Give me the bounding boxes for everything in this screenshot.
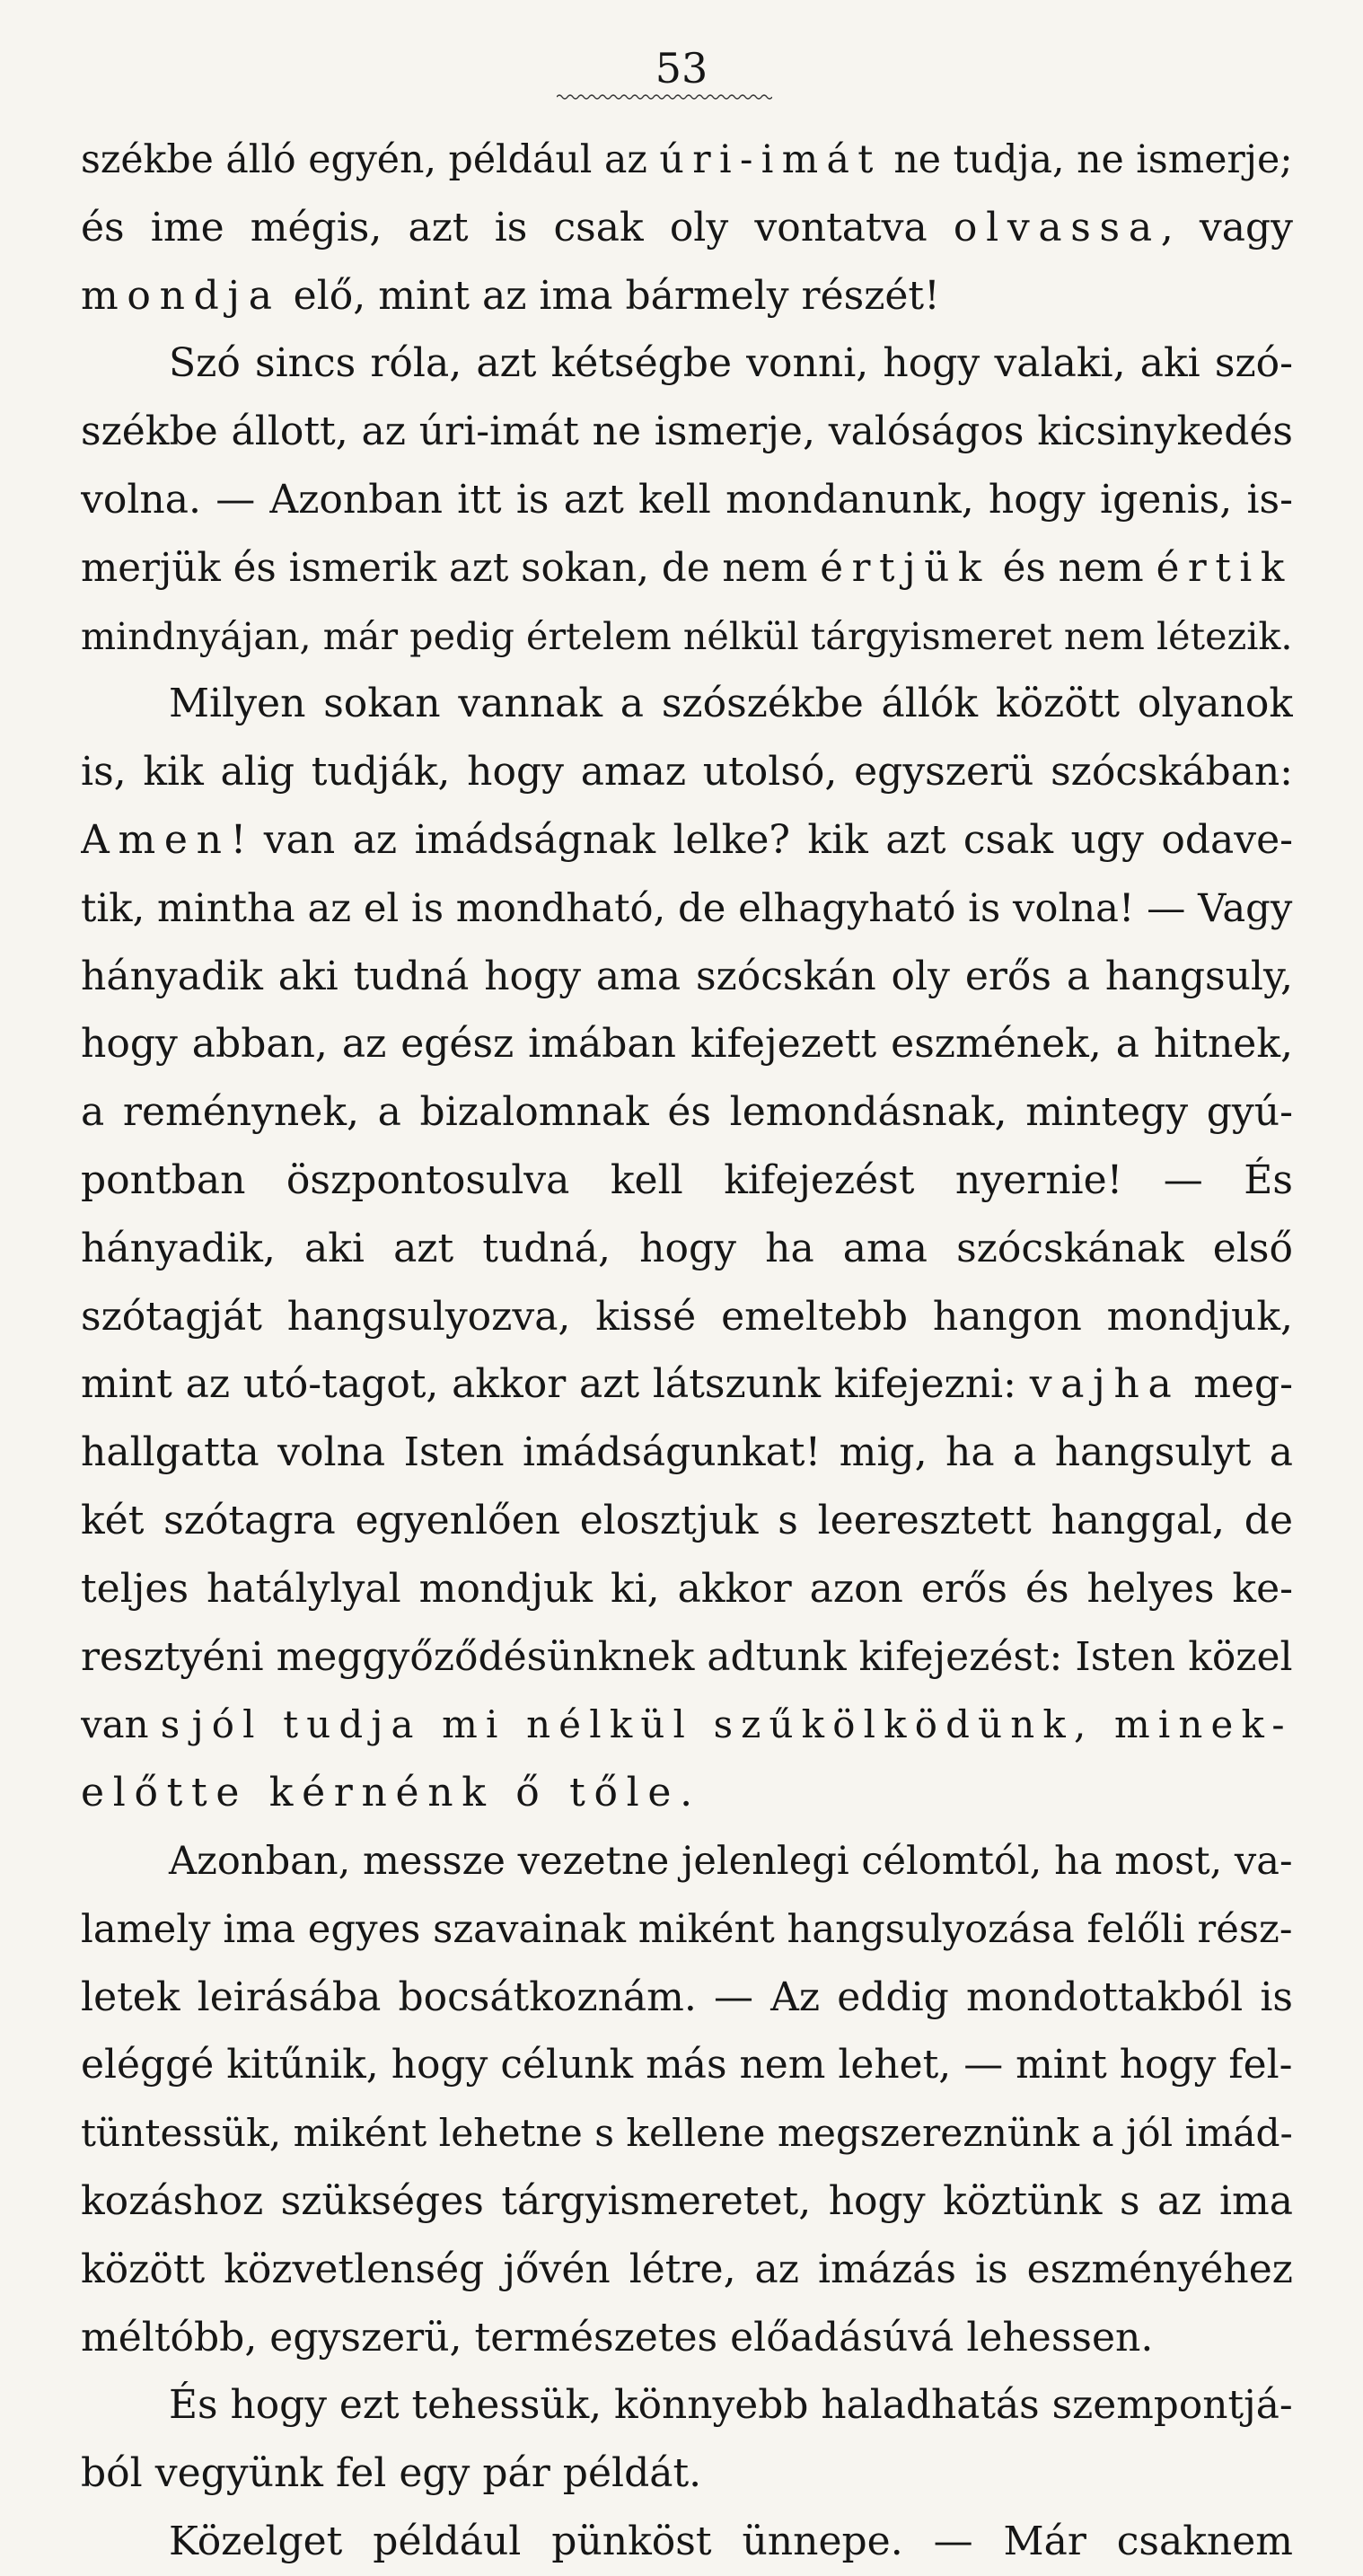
text-line [81, 1078, 1293, 1147]
text-line [81, 738, 1293, 806]
text-line [81, 1487, 1293, 1555]
text-run: mindnyájan, már pedig értelem nélkül tárgyismeret nem létezik. [81, 614, 1293, 658]
text-line [81, 534, 1293, 602]
text-run: székbe állott, az úri-imát ne ismerje, valóságos kicsinykedés [81, 409, 1293, 455]
text-run: ból vegyünk fel egy pár példát. [81, 2450, 702, 2497]
spaced-emphasis-text: úri-imát [659, 137, 882, 182]
text-line [81, 1215, 1293, 1283]
spaced-emphasis-text: értjük [820, 545, 990, 591]
text-run: Szó sincs róla, azt kétségbe vonni, hogy valaki, aki szó- [169, 340, 1293, 387]
text-run: merjük és ismerik azt sokan, de nem [81, 545, 821, 591]
text-run: Azonban, messze vezetne jelenlegi célomtól, ha most, va- [169, 1838, 1293, 1884]
spaced-emphasis-text: vajha [1029, 1361, 1181, 1408]
spaced-emphasis-text: előtte kérnénk ő tőle [81, 1770, 681, 1816]
text-line [81, 2304, 1293, 2372]
text-line [81, 1895, 1293, 1964]
spaced-emphasis-text: mondja [81, 272, 281, 319]
spaced-emphasis-text: olvassa [953, 204, 1161, 251]
text-run: hányadik aki tudná hogy ama szócskán oly erős a hangsuly, [81, 953, 1293, 999]
text-line [81, 2371, 1293, 2440]
text-line [81, 1350, 1293, 1419]
spaced-emphasis-text: jól tudja mi nélkül szűkölködünk, minek- [191, 1702, 1293, 1747]
text-run: letek leirásába bocsátkoznám. — Az eddig mondottakból is [81, 1974, 1293, 2020]
text-line [81, 194, 1293, 262]
text-run: lamely ima egyes szavainak miként hangsulyozása felőli rész- [81, 1906, 1293, 1952]
text-line [81, 1827, 1293, 1895]
text-run: És hogy ezt tehessük, könnyebb haladhatás szempontjá- [169, 2382, 1293, 2429]
text-run: hallgatta volna Isten imádságunkat! mig, ha a hangsulyt a [81, 1429, 1293, 1476]
text-run: resztyéni meggyőződésünknek adtunk kifejezést: Isten közel [81, 1633, 1293, 1680]
text-run: pontban öszpontosulva kell kifejezést nyernie! — És [81, 1156, 1293, 1203]
text-run: két szótagra egyenlően elosztjuk s leeresztett hanggal, de [81, 1497, 1293, 1543]
page-number: 53 [655, 44, 708, 92]
body-text [81, 126, 1293, 2576]
text-run: is, kik alig tudják, hogy amaz utolsó, egyszerü szócskában: [81, 749, 1293, 796]
text-run: elő, mint az ima bármely részét! [280, 272, 940, 319]
spaced-emphasis-text: értik [1156, 545, 1293, 591]
text-run: mint az utó-tagot, akkor azt látszunk kifejezni: [81, 1361, 1030, 1408]
text-run: eléggé kitűnik, hogy célunk más nem lehet, — mint hogy fel- [81, 2042, 1293, 2088]
text-run: teljes hatálylyal mondjuk ki, akkor azon erős és helyes ke- [81, 1565, 1293, 1612]
text-line [81, 670, 1293, 738]
text-line [81, 1555, 1293, 1623]
text-line [81, 1964, 1293, 2032]
text-line [81, 398, 1293, 466]
text-run: között közvetlenség jővén létre, az imázás is eszményéhez [81, 2246, 1293, 2292]
text-line [81, 943, 1293, 1011]
text-run: meg- [1180, 1361, 1293, 1408]
text-line [81, 2236, 1293, 2304]
text-line [81, 2508, 1293, 2576]
text-line [81, 2099, 1293, 2167]
text-run: szótagját hangsulyozva, kissé emeltebb hangon mondjuk, [81, 1293, 1293, 1340]
text-run: ne tudja, ne ismerje; [881, 137, 1293, 182]
text-line [81, 262, 1293, 330]
wavy-ornament-divider [557, 93, 772, 101]
text-line [81, 1283, 1293, 1351]
text-run: tik, mintha az el is mondható, de elhagyható is volna! — Vagy [81, 885, 1293, 931]
text-line [81, 1419, 1293, 1487]
text-run: székbe álló egyén, például az [81, 137, 660, 182]
text-line [81, 2031, 1293, 2099]
text-run: a reménynek, a bizalomnak és lemondásnak, mintegy gyú- [81, 1089, 1293, 1136]
text-run: Milyen sokan vannak a szószékbe állók között olyanok [169, 681, 1293, 727]
text-line [81, 1691, 1293, 1759]
text-line [81, 1623, 1293, 1692]
text-run: hányadik, aki azt tudná, hogy ha ama szócskának első [81, 1225, 1293, 1271]
text-line [81, 126, 1293, 194]
text-run: tüntessük, miként lehetne s kellene megszereznünk a jól imád- [81, 2111, 1293, 2156]
text-line [81, 330, 1293, 398]
text-run: . [680, 1770, 693, 1816]
text-run: kozáshoz szükséges tárgyismeretet, hogy köztünk s az ima [81, 2177, 1293, 2224]
text-line [81, 602, 1293, 671]
text-line [81, 1010, 1293, 1078]
text-line [81, 1147, 1293, 1215]
text-run: és nem [989, 545, 1156, 591]
text-run: , vagy [1160, 204, 1293, 251]
text-line [81, 2440, 1293, 2508]
text-run: van s [81, 1702, 192, 1747]
text-line [81, 1759, 1293, 1827]
text-line [81, 875, 1293, 943]
text-run: Közelget például pünköst ünnepe. — Már csaknem [169, 2518, 1293, 2564]
text-line [81, 2167, 1293, 2236]
text-line [81, 806, 1293, 875]
text-run: és ime mégis, azt is csak oly vontatva [81, 204, 954, 251]
spaced-emphasis-text: Amen [81, 816, 231, 863]
text-run: méltóbb, egyszerü, természetes előadásúvá lehessen. [81, 2314, 1154, 2361]
text-run: ! van az imádságnak lelke? kik azt csak ugy odave- [230, 816, 1293, 863]
text-run: hogy abban, az egész imában kifejezett eszmének, a hitnek, [81, 1021, 1293, 1068]
text-run: volna. — Azonban itt is azt kell mondanunk, hogy igenis, is- [81, 476, 1293, 523]
text-line [81, 466, 1293, 534]
